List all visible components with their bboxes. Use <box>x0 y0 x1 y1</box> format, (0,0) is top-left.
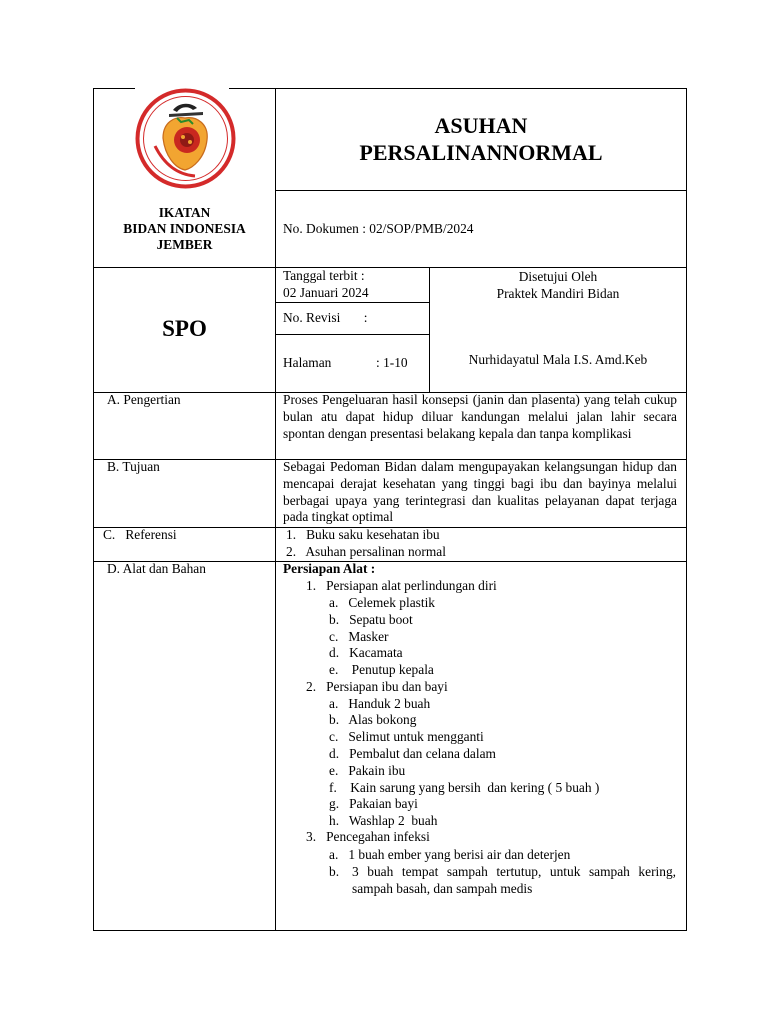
spo-label: SPO <box>162 316 207 341</box>
list-item-text: 3 buah tempat sampah tertutup, untuk sampah kering, sampah basah, dan sampah medis <box>352 864 676 896</box>
org-line-1: IKATAN <box>158 205 211 220</box>
group-2-title: 2. Persiapan ibu dan bayi <box>306 679 448 694</box>
list-item: a. 1 buah ember yang berisi air dan deterjen <box>329 847 571 862</box>
title-divider <box>275 190 687 191</box>
document-title <box>276 112 686 166</box>
list-item: h. Washlap 2 buah <box>329 813 438 828</box>
ibi-logo <box>133 86 238 191</box>
reference-item-1: 1. Buku saku kesehatan ibu <box>286 527 440 542</box>
group-3-title: 3. Pencegahan infeksi <box>306 829 430 844</box>
approval-block <box>430 268 686 302</box>
list-item: c. Selimut untuk mengganti <box>329 729 484 744</box>
section-c-label: C. Referensi <box>103 527 177 542</box>
section-a-text: Proses Pengeluaran hasil konsepsi (janin dan plasenta) yang telah cukup bulan atu dapat hidup diluar kandungan melalui jalan lahir secara spontan dengan presentasi belakang kepala dan tanpa komplikasi <box>283 392 677 441</box>
list-item-marker: b. <box>329 864 340 879</box>
halaman-value: : 1-10 <box>376 355 408 370</box>
border-bottom <box>93 930 687 931</box>
approver-name: Nurhidayatul Mala I.S. Amd.Keb <box>468 352 648 367</box>
no-revisi: No. Revisi : <box>283 310 368 325</box>
column-divider <box>275 88 276 930</box>
organization-name <box>94 205 275 253</box>
section-b-label: B. Tujuan <box>107 459 160 474</box>
approval-line-1: Disetujui Oleh <box>518 269 598 284</box>
section-a-label: A. Pengertian <box>107 392 181 407</box>
title-line-2: PERSALINANNORMAL <box>359 140 603 165</box>
list-item: f. Kain sarung yang bersih dan kering ( 5 buah ) <box>329 780 600 795</box>
tanggal-terbit-label: Tanggal terbit : <box>283 268 365 283</box>
list-item: e. Penutup kepala <box>329 662 434 677</box>
org-line-2: BIDAN INDONESIA <box>123 221 246 236</box>
approval-line-2: Praktek Mandiri Bidan <box>496 286 620 301</box>
halaman-label: Halaman <box>283 355 332 370</box>
list-item: a. Handuk 2 buah <box>329 696 431 711</box>
border-top-left <box>93 88 135 89</box>
revisi-top-line <box>275 302 430 303</box>
group-1-title: 1. Persiapan alat perlindungan diri <box>306 578 497 593</box>
list-item: b. Alas bokong <box>329 712 417 727</box>
section-d-label: D. Alat dan Bahan <box>107 561 206 576</box>
list-item: g. Pakaian bayi <box>329 796 418 811</box>
document-number: No. Dokumen : 02/SOP/PMB/2024 <box>283 221 474 236</box>
list-item: d. Pembalut dan celana dalam <box>329 746 496 761</box>
reference-item-2: 2. Asuhan persalinan normal <box>286 544 446 559</box>
section-b-text: Sebagai Pedoman Bidan dalam mengupayakan kelangsungan hidup dan mencapai derajat kesehatan yang tinggi bagi ibu dan bayinya melalui berbagai upaya yang terintegrasi dan kualitas pelayanan dapat terjaga pada tingkat optimal <box>283 459 677 525</box>
title-line-1: ASUHAN <box>434 113 528 138</box>
tanggal-terbit-value: 02 Januari 2024 <box>283 285 369 300</box>
border-right <box>686 88 687 930</box>
list-item: e. Pakain ibu <box>329 763 406 778</box>
list-item: c. Masker <box>329 629 389 644</box>
persiapan-alat-heading: Persiapan Alat : <box>283 561 376 576</box>
list-item: b. Sepatu boot <box>329 612 413 627</box>
org-line-3: JEMBER <box>156 237 213 252</box>
list-item: d. Kacamata <box>329 645 403 660</box>
border-top-right <box>229 88 687 89</box>
list-item: a. Celemek plastik <box>329 595 435 610</box>
revisi-bottom-line <box>275 334 430 335</box>
